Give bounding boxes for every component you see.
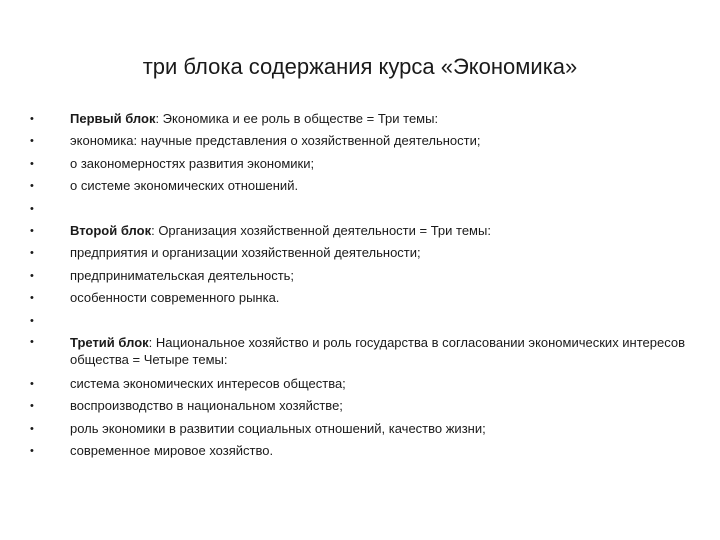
list-item-empty bbox=[30, 310, 690, 332]
item-text: особенности современного рынка. bbox=[70, 290, 280, 306]
list-item bbox=[30, 395, 690, 417]
list-item-empty bbox=[30, 198, 690, 220]
bullet-icon: • bbox=[30, 445, 34, 458]
item-text: о закономерностях развития экономики; bbox=[70, 155, 315, 171]
bullet-icon: • bbox=[30, 202, 34, 215]
list-item bbox=[30, 373, 690, 395]
list-item bbox=[30, 175, 690, 197]
list-item bbox=[30, 440, 690, 462]
item-text: система экономических интересов общества; bbox=[70, 376, 346, 392]
slide-title: три блока содержания курса «Экономика» bbox=[142, 54, 578, 79]
bullet-icon: • bbox=[30, 422, 34, 435]
bullet-icon: • bbox=[30, 314, 34, 327]
list-item bbox=[30, 242, 690, 264]
item-text: воспроизводство в национальном хозяйстве; bbox=[70, 398, 343, 414]
list-item bbox=[30, 220, 690, 242]
bullet-icon: • bbox=[30, 225, 34, 238]
block-heading: Третий блок bbox=[70, 335, 149, 351]
bullet-icon: • bbox=[30, 180, 34, 193]
item-text: современное мировое хозяйство. bbox=[70, 443, 274, 459]
list-item bbox=[30, 418, 690, 440]
item-text: предприятия и организации хозяйственной деятельности; bbox=[70, 245, 421, 261]
bullet-icon: • bbox=[30, 113, 34, 125]
bullet-icon: • bbox=[30, 247, 34, 260]
list-item bbox=[30, 108, 690, 130]
item-text: роль экономики в развитии социальных отношений, качество жизни; bbox=[70, 420, 486, 436]
bullet-icon: • bbox=[30, 269, 34, 282]
block-heading: Первый блок bbox=[70, 111, 156, 126]
bullet-icon: • bbox=[30, 400, 34, 413]
list-item bbox=[30, 332, 690, 373]
item-text: о системе экономических отношений. bbox=[70, 178, 299, 194]
item-text: : Организация хозяйственной деятельности = Три темы: bbox=[151, 223, 491, 239]
list-item bbox=[30, 287, 690, 309]
list-item bbox=[30, 153, 690, 175]
bullet-icon: • bbox=[30, 336, 34, 349]
item-text: предпринимательская деятельность; bbox=[70, 267, 295, 283]
list-item bbox=[30, 130, 690, 152]
bullet-icon: • bbox=[30, 378, 34, 391]
bullet-icon: • bbox=[30, 135, 34, 148]
bullet-icon: • bbox=[30, 157, 34, 170]
item-text: : Экономика и ее роль в обществе = Три темы: bbox=[155, 111, 439, 126]
bullet-list bbox=[30, 108, 690, 463]
block-heading: Второй блок bbox=[70, 223, 152, 239]
item-text: : Национальное хозяйство и роль государства в согласовании экономических интересов общества = Четыре темы: bbox=[70, 335, 686, 368]
item-text: экономика: научные представления о хозяйственной деятельности; bbox=[70, 133, 481, 149]
bullet-icon: • bbox=[30, 292, 34, 305]
list-item bbox=[30, 265, 690, 287]
